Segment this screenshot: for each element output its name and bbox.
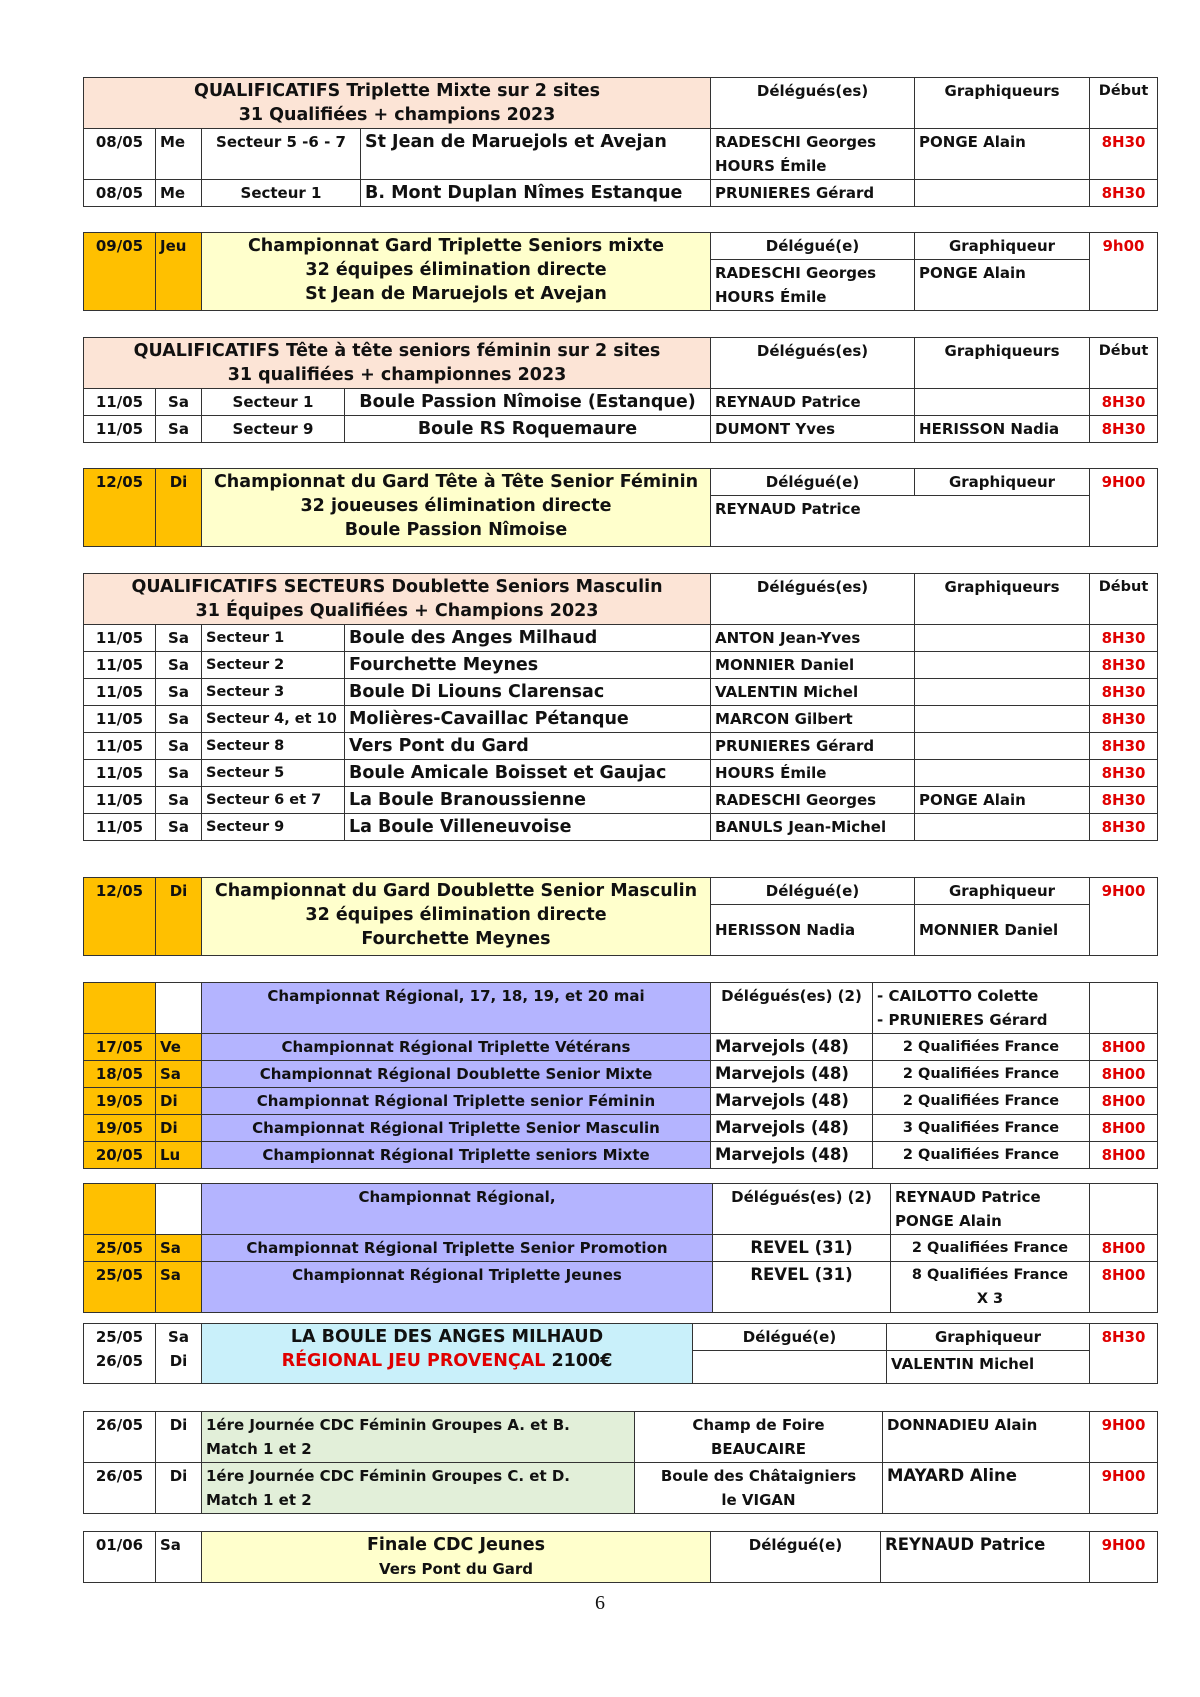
block-title: Finale CDC Jeunes Vers Pont du Gard	[202, 1532, 711, 1583]
table-qualif-doublette-masculin: QUALIFICATIFS SECTEURS Doublette Seniors Masculin 31 Équipes Qualifiées + Champions 2023 Délégués(es) Graphiqueurs Début 11/05 Sa Secteur 1 Boule des Anges Milhaud ANTON Jean-Yves 8H30 11/05 Sa Secteur 2 Fourchette Meynes MONNIER Daniel 8H30 11/05 Sa Secteur 3 Boule Di Liouns Clarensac VALENTIN Michel 8H30 11/05 Sa Secteur 4, et 10 Molières-Cavaillac Pétanque MARCON Gilbert 8H30 11/05 Sa Secteur 8 Vers Pont du Gard PRUNIERES Gérard 8H30 11/05 Sa Secteur 5 Boule Amicale Boisset et Gaujac HOURS Émile 8H30 11/05 Sa Secteur 6 et 7 La Boule Branoussienne RADESCHI Georges PONGE Alain 8H30 11/05 Sa Secteur 9 La Boule Villeneuvoise BANULS Jean-Michel 8H30	[83, 573, 1158, 841]
table-row: 08/05 Me Secteur 5 -6 - 7 St Jean de Maruejols et Avejan RADESCHI Georges HOURS Émile PONGE Alain 8H30	[84, 129, 1158, 180]
page-number: 6	[595, 1592, 605, 1614]
table-row: 26/05 Di 1ére Journée CDC Féminin Groupes A. et B. Match 1 et 2 Champ de Foire BEAUCAIRE DONNADIEU Alain 9H00	[84, 1412, 1158, 1463]
header-delegue: Délégué(e)	[711, 233, 915, 260]
block-title: Championnat du Gard Doublette Senior Masculin 32 équipes élimination directe Fourchette Meynes	[202, 878, 711, 956]
table-row: 11/05 Sa Secteur 9 Boule RS Roquemaure DUMONT Yves HERISSON Nadia 8H30	[84, 416, 1158, 443]
table-row: 11/05 Sa Secteur 1 Boule des Anges Milhaud ANTON Jean-Yves 8H30	[84, 625, 1158, 652]
header-graphiqueur: Graphiqueur	[915, 233, 1090, 260]
table-championnat-doublette-masculin: 12/05 Di Championnat du Gard Doublette Senior Masculin 32 équipes élimination directe Fourchette Meynes Délégué(e) Graphiqueur 9H00 HERISSON Nadia MONNIER Daniel	[83, 877, 1158, 956]
table-finale-cdc-jeunes: 01/06 Sa Finale CDC Jeunes Vers Pont du Gard Délégué(e) REYNAUD Patrice 9H00	[83, 1531, 1158, 1583]
table-championnat-regional-mai: Championnat Régional, 17, 18, 19, et 20 mai Délégués(es) (2) - CAILOTTO Colette - PRUNIERES Gérard 17/05 Ve Championnat Régional Triplette Vétérans Marvejols (48) 2 Qualifiées France 8H00 18/05 Sa Championnat Régional Doublette Senior Mixte Marvejols (48) 2 Qualifiées France 8H00 19/05 Di Championnat Régional Triplette senior Féminin Marvejols (48) 2 Qualifiées France 8H00 19/05 Di Championnat Régional Triplette Senior Masculin Marvejols (48) 3 Qualifiées France 8H00 20/05 Lu Championnat Régional Triplette seniors Mixte Marvejols (48) 2 Qualifiées France 8H00	[83, 982, 1158, 1169]
table-row: 25/05 Sa Championnat Régional Triplette Senior Promotion REVEL (31) 2 Qualifiées France 8H00	[84, 1235, 1158, 1262]
block-title: Championnat Régional, 17, 18, 19, et 20 mai	[202, 983, 711, 1034]
table-championnat-regional-revel: Championnat Régional, Délégués(es) (2) REYNAUD Patrice PONGE Alain 25/05 Sa Championnat Régional Triplette Senior Promotion REVEL (31) 2 Qualifiées France 8H00 25/05 Sa Championnat Régional Triplette Jeunes REVEL (31) 8 Qualifiées France X 3 8H00	[83, 1183, 1158, 1313]
table-qualif-triplette-mixte	[83, 77, 1158, 207]
table-row: 11/05 Sa Secteur 6 et 7 La Boule Branoussienne RADESCHI Georges PONGE Alain 8H30	[84, 787, 1158, 814]
block-title: QUALIFICATIFS Tête à tête seniors féminin sur 2 sites 31 qualifiées + championnes 2023	[84, 338, 711, 389]
table-row: 11/05 Sa Secteur 1 Boule Passion Nîmoise (Estanque) REYNAUD Patrice 8H30	[84, 389, 1158, 416]
header-debut: Début	[1090, 78, 1158, 129]
table-cdc-feminin	[83, 1411, 1158, 1514]
table-row: 25/05 Sa Championnat Régional Triplette Jeunes REVEL (31) 8 Qualifiées France X 3 8H00	[84, 1262, 1158, 1313]
block-title: Championnat Régional,	[202, 1184, 713, 1235]
block-title: LA BOULE DES ANGES MILHAUD RÉGIONAL JEU PROVENÇAL 2100€	[202, 1324, 693, 1384]
block-title: QUALIFICATIFS Triplette Mixte sur 2 sites 31 Qualifiées + champions 2023	[84, 78, 711, 129]
block-title: Championnat du Gard Tête à Tête Senior Féminin 32 joueuses élimination directe Boule Passion Nîmoise	[202, 469, 711, 547]
table-row: 19/05 Di Championnat Régional Triplette senior Féminin Marvejols (48) 2 Qualifiées France 8H00	[84, 1088, 1158, 1115]
block-title: Championnat Gard Triplette Seniors mixte 32 équipes élimination directe St Jean de Maruejols et Avejan	[202, 233, 711, 311]
header-graphiqueurs: Graphiqueurs	[915, 78, 1090, 129]
table-qualif-tete-a-tete: QUALIFICATIFS Tête à tête seniors féminin sur 2 sites 31 qualifiées + championnes 2023 Délégués(es) Graphiqueurs Début 11/05 Sa Secteur 1 Boule Passion Nîmoise (Estanque) REYNAUD Patrice 8H30 11/05 Sa Secteur 9 Boule RS Roquemaure DUMONT Yves HERISSON Nadia 8H30	[83, 337, 1158, 443]
table-row: 17/05 Ve Championnat Régional Triplette Vétérans Marvejols (48) 2 Qualifiées France 8H00	[84, 1034, 1158, 1061]
table-row: 08/05 Me Secteur 1 B. Mont Duplan Nîmes Estanque PRUNIERES Gérard 8H30	[84, 180, 1158, 207]
table-row: 11/05 Sa Secteur 8 Vers Pont du Gard PRUNIERES Gérard 8H30	[84, 733, 1158, 760]
table-row: 11/05 Sa Secteur 4, et 10 Molières-Cavaillac Pétanque MARCON Gilbert 8H30	[84, 706, 1158, 733]
header-delegues: Délégués(es)	[711, 78, 915, 129]
table-row: 11/05 Sa Secteur 5 Boule Amicale Boisset et Gaujac HOURS Émile 8H30	[84, 760, 1158, 787]
table-row: 11/05 Sa Secteur 3 Boule Di Liouns Clarensac VALENTIN Michel 8H30	[84, 679, 1158, 706]
table-row: 26/05 Di 1ére Journée CDC Féminin Groupes C. et D. Match 1 et 2 Boule des Châtaigniers le VIGAN MAYARD Aline 9H00	[84, 1463, 1158, 1514]
table-row: 19/05 Di Championnat Régional Triplette Senior Masculin Marvejols (48) 3 Qualifiées France 8H00	[84, 1115, 1158, 1142]
table-championnat-tete-a-tete: 12/05 Di Championnat du Gard Tête à Tête Senior Féminin 32 joueuses élimination directe Boule Passion Nîmoise Délégué(e) Graphiqueur 9H00 REYNAUD Patrice	[83, 468, 1158, 547]
table-row: 11/05 Sa Secteur 9 La Boule Villeneuvoise BANULS Jean-Michel 8H30	[84, 814, 1158, 841]
block-title: QUALIFICATIFS SECTEURS Doublette Seniors Masculin 31 Équipes Qualifiées + Champions 2023	[84, 574, 711, 625]
table-boule-des-anges: 25/05 26/05 Sa Di LA BOULE DES ANGES MILHAUD RÉGIONAL JEU PROVENÇAL 2100€ Délégué(e) Graphiqueur 8H30 VALENTIN Michel	[83, 1323, 1158, 1384]
table-row: 20/05 Lu Championnat Régional Triplette seniors Mixte Marvejols (48) 2 Qualifiées France 8H00	[84, 1142, 1158, 1169]
table-championnat-triplette-mixte: 09/05 Jeu Championnat Gard Triplette Seniors mixte 32 équipes élimination directe St Jean de Maruejols et Avejan Délégué(e) Graphiqueur 9h00 RADESCHI Georges HOURS Émile PONGE Alain	[83, 232, 1158, 311]
table-row: 11/05 Sa Secteur 2 Fourchette Meynes MONNIER Daniel 8H30	[84, 652, 1158, 679]
table-row: 18/05 Sa Championnat Régional Doublette Senior Mixte Marvejols (48) 2 Qualifiées France 8H00	[84, 1061, 1158, 1088]
